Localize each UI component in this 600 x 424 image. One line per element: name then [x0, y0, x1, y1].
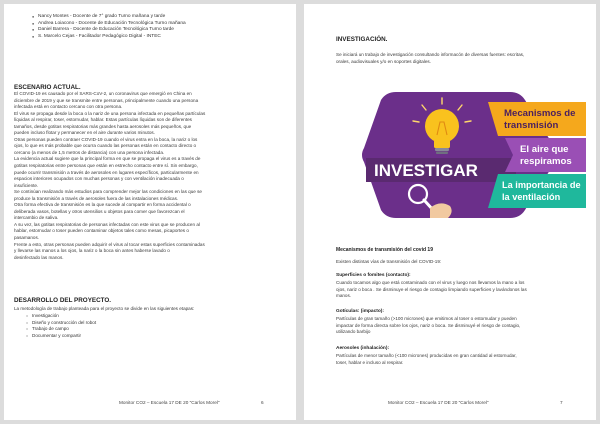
investigar-poster: [360, 88, 586, 222]
panel-ventilation: [488, 174, 586, 208]
scenario-title: ESCENARIO ACTUAL.: [14, 84, 81, 91]
text-line: Otra forma efectiva de transmisión es la que sucede al compartir en forma accidental o: [14, 202, 191, 208]
investigation-text: [336, 52, 594, 65]
text-line: insuficiente.: [14, 182, 39, 188]
text-line: La evidencia actual sugiere que la principal forma en que se propaga el virus es a través de: [14, 156, 201, 162]
text-line: A su vez, las gotitas respiratorias de personas infectadas con este virus que se producen al: [14, 221, 200, 227]
stage-item: ○ Diseño y construcción del robot: [26, 320, 226, 327]
text-line: produce la transmisión a través de aerosoles fuera de las instalaciones médicas.: [14, 195, 179, 201]
text-line: puede ocurrir transmisión a través de aerosoles en lugares específicos, particularmente en: [14, 169, 199, 175]
text-line: hablar, estornudar o toser pueden contaminar objetos tales como mesas, picaportes o: [14, 228, 189, 234]
page-number: 6: [261, 400, 264, 405]
text-line: pueden incluso flotar y permanecer en el aire durante varios minutos.: [14, 130, 155, 136]
panel-transmission-line2: transmisión: [504, 120, 559, 131]
development-intro: La metodología de trabajo planteada para el proyecto se divide en las siguientes etapas:: [14, 306, 195, 311]
mechanisms-title: Mecanismos de transmisión del covid 19: [336, 247, 433, 253]
panel-ventilation-line1: La importancia de: [502, 180, 581, 190]
stage-item: ○ Investigación: [26, 313, 226, 320]
page-number: 7: [560, 400, 563, 405]
text-line: Se iniciará un trabajo de investigación consultando informacón de diversas fuentes: escritas,: [336, 52, 525, 57]
text-line: tamaños, desde gotitas respiratorias más grandes hasta aerosoles más pequeños, que: [14, 123, 192, 129]
mechanism-text: [336, 353, 594, 366]
team-list: [32, 14, 282, 40]
page-footer: Monitor CO2 – Escuela 17 DE 20 "Carlos Morel": [119, 400, 220, 405]
text-line: intercambio de saliva.: [14, 215, 59, 221]
text-line: pasamanos.: [14, 235, 40, 241]
text-line: líquidas al respirar, toser, estornudar, hablar. Estas partículas líquidas son de diferentes: [14, 117, 192, 123]
stage-item: ○ Documentar y compartir: [26, 333, 226, 340]
mechanism-title: Gotículas: (impacto):: [336, 309, 384, 314]
text-line: y llevarse las manos a los ojos, la nariz o la boca sin antes haberse lavado o: [14, 248, 170, 254]
text-line: Frente a esto, otras personas pueden adquirir el virus al tocar estas superficies contaminadas: [14, 241, 205, 247]
text-line: orales, audiovisuales y/o en soportes digitales.: [336, 58, 431, 64]
page-left: [4, 4, 296, 420]
text-line: ojos, lo que es más probable que ocurra cuando las personas están en contacto directo o: [14, 143, 197, 149]
page-footer: Monitor CO2 – Escuela 17 DE 20 "Carlos Morel": [388, 400, 489, 405]
panel-ventilation-line2: la ventilación: [502, 192, 561, 202]
panel-air-line1: El aire que: [520, 144, 569, 155]
mechanism-title: Superficies o fomites (contacto):: [336, 273, 411, 278]
text-line: utilizando barbijo: [336, 329, 371, 334]
team-member: ● Andrea Loiacono - Docente de Educación Tecnológica Turno mañana: [32, 21, 282, 28]
mechanisms-intro: Existen distintas vías de transmisión del COVID-19:: [336, 259, 442, 264]
team-member: ● Nancy Montes - Docente de 7° grado Turno mañana y tarde: [32, 14, 282, 21]
poster-main-word: INVESTIGAR: [374, 161, 478, 180]
text-line: gotitas respiratorias entre personas que están en estrecho contacto entre sí. Sin embargo,: [14, 163, 198, 169]
text-line: manos.: [336, 293, 352, 298]
scenario-body: [14, 91, 290, 261]
team-member: ● S. Marcelo Cejas - Facilitador Pedagógico Digital - INTEC: [32, 34, 282, 41]
panel-air-line2: respiramos: [520, 156, 572, 167]
panel-air: [505, 138, 586, 172]
text-line: ojos, nariz o boca . Se disminuye el riesgo de contagio limpiando superficies y lavándonos las: [336, 286, 527, 292]
text-line: infectada está en contacto cercano con otra persona.: [14, 104, 123, 110]
stage-item: ○ Trabajo de campo: [26, 326, 226, 333]
mechanism-text: [336, 316, 594, 336]
text-line: Otras personas pueden contraer COVID-19 cuando el virus entra en la boca, la nariz o los: [14, 136, 198, 142]
team-member: ● Daniel Barrera - Docente de Educación Tecnológica Turno tarde: [32, 27, 282, 34]
text-line: El virus se propaga desde la boca o la nariz de una persona infectada en pequeñas partículas: [14, 110, 206, 116]
panel-transmission: [488, 102, 586, 136]
text-line: Se continúan realizando más estudios para comprender mejor las condiciones en las que se: [14, 189, 202, 195]
development-title: DESARROLLO DEL PROYECTO.: [14, 297, 112, 304]
investigation-title: INVESTIGACIÓN.: [336, 36, 388, 43]
text-line: cercano (a menos de 1,5 metros de distancia) con una persona infectada.: [14, 149, 165, 155]
text-line: Partículas de gran tamaño (>100 micrones) que emitimos al toser o estornudar y pueden: [336, 316, 517, 321]
text-line: desinfectado las manos.: [14, 254, 64, 260]
mechanism-title: Aerosoles (inhalación):: [336, 346, 390, 351]
text-line: deliberada vasos, botellas y otros utensilios u objetos para comer que favorezcan el: [14, 208, 185, 214]
text-line: El COVID-19 es causado por el SARS-CoV-2, un coronavirus que emergió en China en: [14, 91, 192, 96]
stages-list: [26, 313, 226, 339]
text-line: espacios interiores ocupados con muchas personas y con ventilación inadecuada o: [14, 176, 184, 182]
poster-graphic: [360, 88, 586, 222]
panel-transmission-line1: Mecanismos de: [504, 108, 576, 119]
text-line: impactar de forma directa sobre los ojos, nariz o boca. Se disminuyé el riesgo de contagio,: [336, 322, 521, 328]
text-line: Partículas de menor tamaño (<100 micrones) producidas en gran cantidad al estornudar,: [336, 353, 517, 358]
text-line: Cuando tocamos algo que está contaminado con el virus y luego nos llevamos la mano a los: [336, 280, 525, 285]
text-line: diciembre de 2019 y que se transmite entre personas, principalmente cuando una persona: [14, 97, 199, 103]
page-right: [304, 4, 596, 420]
mechanism-text: [336, 280, 594, 300]
text-line: toser, hablar e incluso al respirar.: [336, 359, 404, 365]
